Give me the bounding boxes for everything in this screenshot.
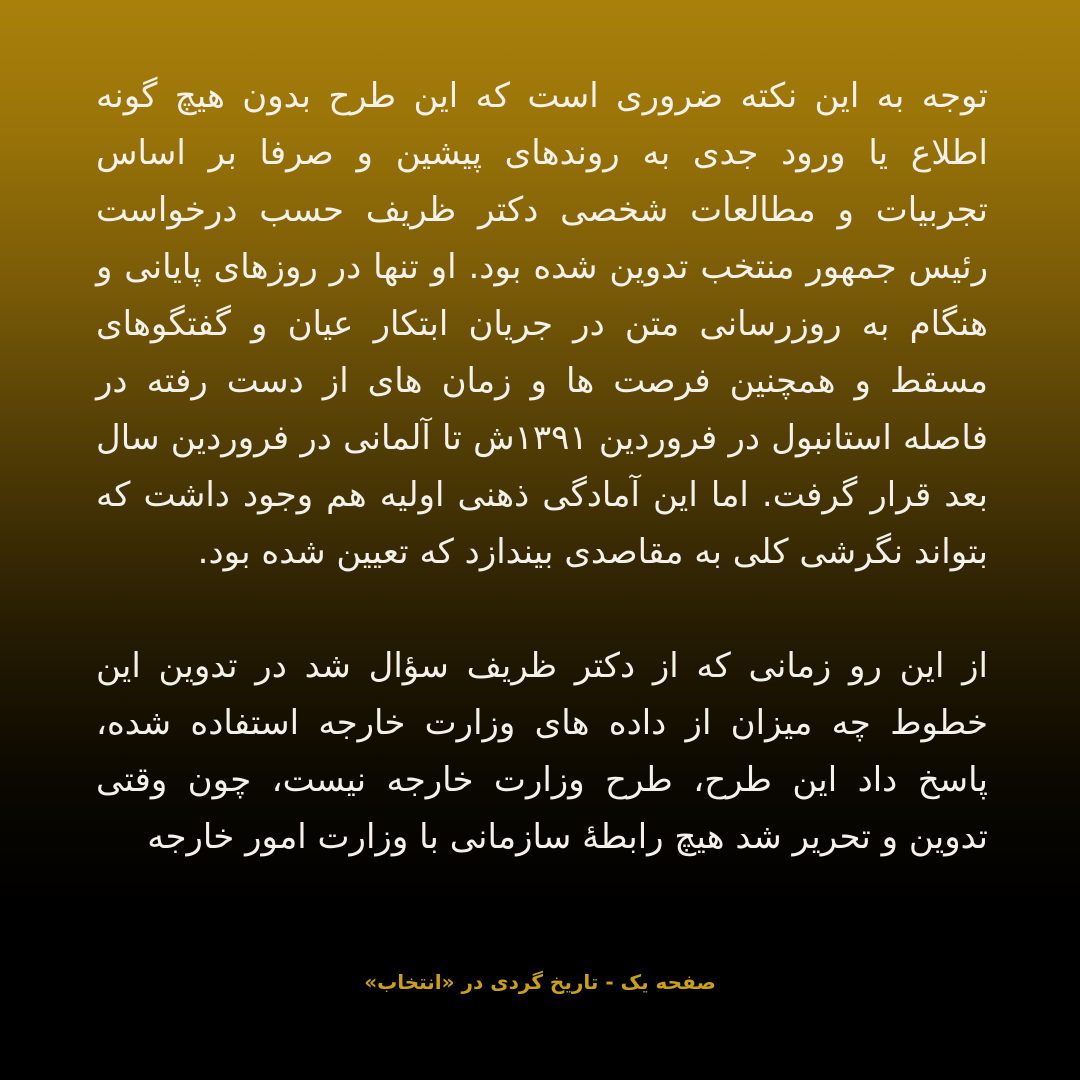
paragraph-2: از این رو زمانی که از دکتر ظریف سؤال شد در تدوین این خطوط چه میزان از داده های وزارت خارجه استفاده شده، پاسخ داد این طرح، طرح وزارت خارجه نیست، چون وقتی تدوین و تحریر شد هیچ رابطهٔ سازمانی با وزارت امور خارجه xyxy=(96,646,988,857)
article-body xyxy=(96,68,988,866)
footer-caption: صفحه یک - تاریخ گردی در «انتخاب» xyxy=(364,970,716,994)
paragraph-1: توجه به این نکته ضروری است که این طرح بدون هیچ گونه اطلاع یا ورود جدی به روندهای پیشین و صرفا بر اساس تجربیات و مطالعات شخصی دکتر ظریف حسب درخواست رئیس جمهور منتخب تدوین شده بود. او تنها در روزهای پایانی و هنگام به روزرسانی متن در جریان ابتکار عیان و گفتگوهای مسقط و همچنین فرصت ها و زمان های از دست رفته در فاصله استانبول در فروردین ۱۳۹۱ش تا آلمانی در فروردین سال بعد قرار گرفت. اما این آمادگی ذهنی اولیه هم وجود داشت که بتواند نگرشی کلی به مقاصدی بیندازد که تعیین شده بود. xyxy=(96,76,988,572)
